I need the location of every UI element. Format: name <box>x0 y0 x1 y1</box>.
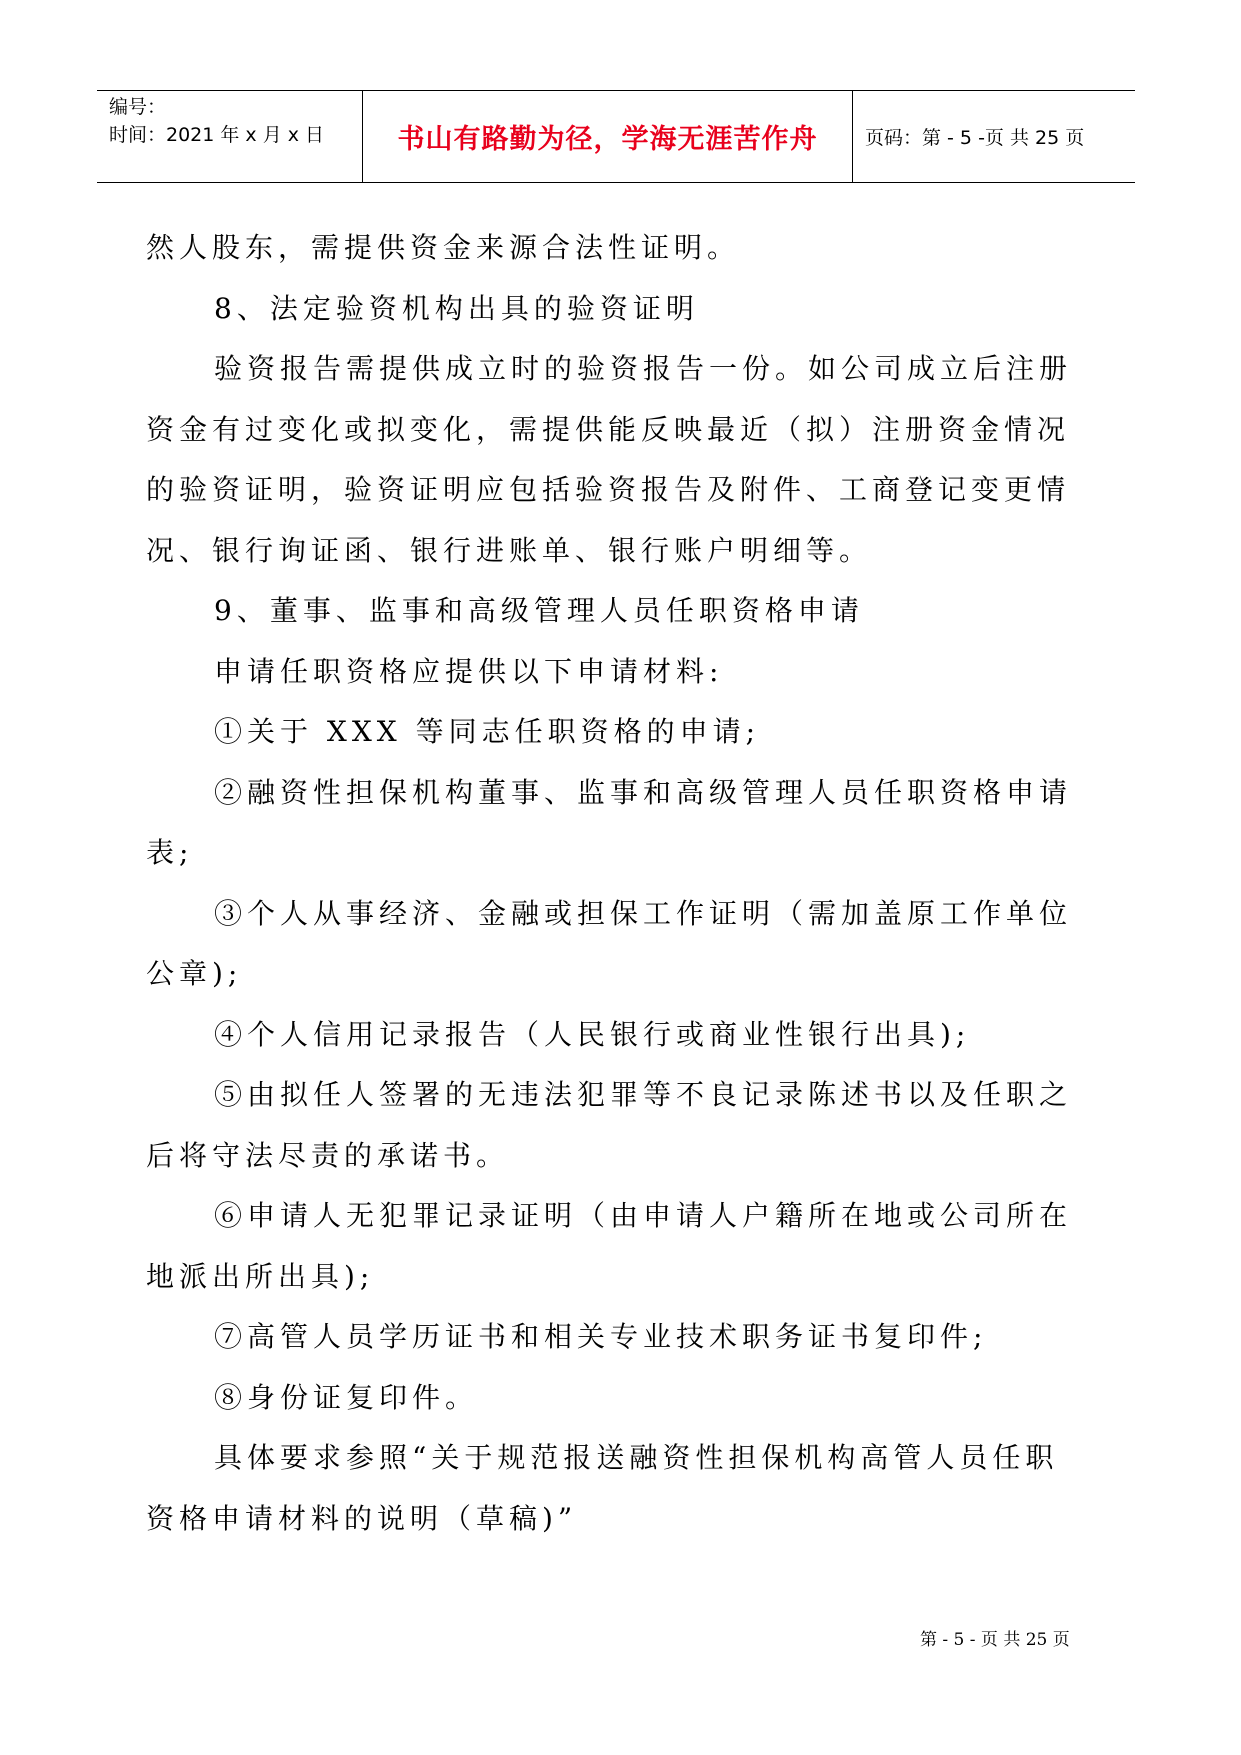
body-line: 资金有过变化或拟变化，需提供能反映最近（拟）注册资金情况 <box>146 412 1071 446</box>
page-header <box>97 90 1135 183</box>
header-motto: 书山有路勤为径，学海无涯苦作舟 <box>363 91 853 182</box>
page-footer: 第 - 5 - 页 共 25 页 <box>920 1630 1070 1650</box>
section-heading: 8、法定验资机构出具的验资证明 <box>214 291 699 325</box>
section-heading: 9、董事、监事和高级管理人员任职资格申请 <box>214 594 864 627</box>
body-line: 的验资证明，验资证明应包括验资报告及附件、工商登记变更情 <box>146 473 1071 506</box>
list-item: ③个人从事经济、金融或担保工作证明（需加盖原工作单位 <box>214 896 1073 930</box>
body-line: 验资报告需提供成立时的验资报告一份。如公司成立后注册 <box>214 352 1073 385</box>
list-item: ⑧身份证复印件。 <box>214 1380 479 1414</box>
body-line: 然人股东，需提供资金来源合法性证明。 <box>146 231 741 264</box>
body-line: 具体要求参照“关于规范报送融资性担保机构高管人员任职 <box>214 1441 1059 1474</box>
list-item-continuation: 地派出所出具); <box>146 1259 375 1293</box>
document-date: 时间：2021 年 x 月 x 日 <box>109 124 325 146</box>
list-item: ①关于 XXX 等同志任职资格的申请; <box>214 715 761 748</box>
document-body <box>146 218 1096 1549</box>
list-item: ⑤由拟任人签署的无违法犯罪等不良记录陈述书以及任职之 <box>214 1078 1073 1111</box>
body-line: 资格申请材料的说明（草稿)” <box>146 1501 578 1535</box>
body-line: 申请任职资格应提供以下申请材料: <box>214 654 724 688</box>
document-number-label: 编号： <box>109 96 167 118</box>
list-item-continuation: 公章); <box>146 957 243 990</box>
body-line: 况、银行询证函、银行进账单、银行账户明细等。 <box>146 533 873 567</box>
list-item: ②融资性担保机构董事、监事和高级管理人员任职资格申请 <box>214 775 1073 809</box>
header-meta <box>97 91 363 182</box>
list-item: ⑥申请人无犯罪记录证明（由申请人户籍所在地或公司所在 <box>214 1199 1073 1232</box>
list-item-continuation: 表; <box>146 836 194 869</box>
header-page-info: 页码：第 - 5 -页 共 25 页 <box>865 127 1085 149</box>
list-item: ④个人信用记录报告（人民银行或商业性银行出具); <box>214 1017 971 1051</box>
list-item-continuation: 后将守法尽责的承诺书。 <box>146 1138 510 1172</box>
list-item: ⑦高管人员学历证书和相关专业技术职务证书复印件; <box>214 1320 988 1353</box>
